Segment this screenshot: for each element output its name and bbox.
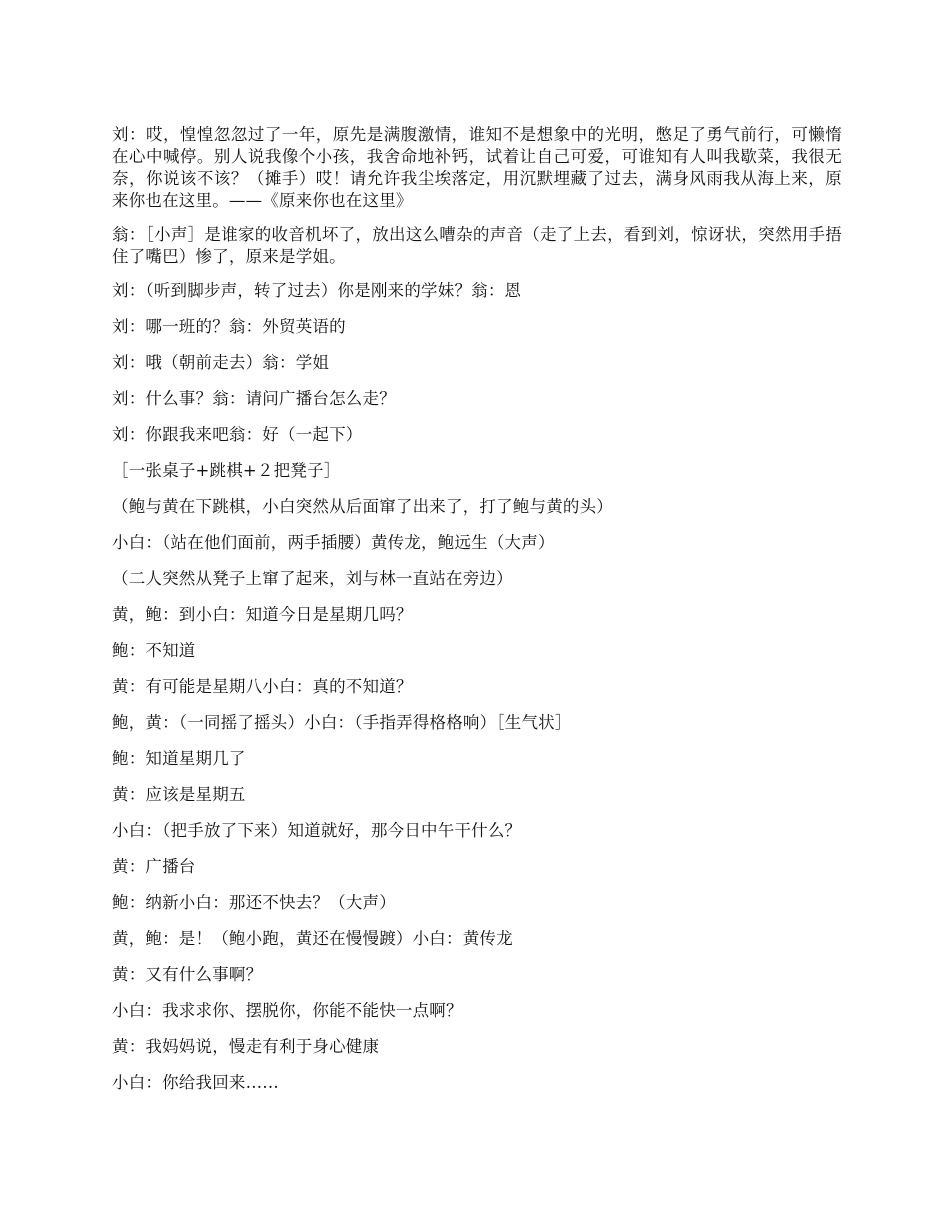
paragraph: 鲍：不知道 bbox=[112, 641, 196, 660]
paragraph: 鲍，黄：（一同摇了摇头）小白：（手指弄得格格响）［生气状］ bbox=[112, 713, 572, 732]
script-text bbox=[112, 124, 842, 1108]
paragraph: 刘：哪一班的？翁：外贸英语的 bbox=[112, 317, 346, 336]
paragraph: 鲍：知道星期几了 bbox=[112, 749, 246, 768]
paragraph: （二人突然从凳子上窜了起来，刘与林一直站在旁边） bbox=[112, 569, 513, 588]
paragraph: （鲍与黄在下跳棋，小白突然从后面窜了出来了，打了鲍与黄的头） bbox=[112, 497, 613, 516]
paragraph: 黄，鲍：是！（鲍小跑，黄还在慢慢踱）小白：黄传龙 bbox=[112, 929, 513, 948]
paragraph: 黄：广播台 bbox=[112, 857, 196, 876]
paragraph: 刘：什么事？翁：请问广播台怎么走？ bbox=[112, 389, 396, 408]
paragraph: 黄：又有什么事啊？ bbox=[112, 965, 263, 984]
paragraph: 刘：（听到脚步声，转了过去）你是刚来的学妹？翁：恩 bbox=[112, 281, 522, 300]
paragraph: 黄：应该是星期五 bbox=[112, 785, 246, 804]
paragraph: 小白：（把手放了下来）知道就好，那今日中午干什么？ bbox=[112, 821, 522, 840]
paragraph: 黄：有可能是星期八小白：真的不知道？ bbox=[112, 677, 413, 696]
paragraph: ［一张桌子+跳棋+２把凳子］ bbox=[112, 461, 341, 480]
paragraph: 黄，鲍：到小白：知道今日是星期几吗？ bbox=[112, 605, 413, 624]
paragraph: 小白：（站在他们面前，两手插腰）黄传龙，鲍远生（大声） bbox=[112, 533, 555, 552]
paragraph: 小白：你给我回来…… bbox=[112, 1073, 279, 1092]
paragraph: 小白：我求求你、摆脱你，你能不能快一点啊？ bbox=[112, 1001, 463, 1020]
paragraph: 刘：哦（朝前走去）翁：学姐 bbox=[112, 353, 330, 372]
paragraph: 刘：你跟我来吧翁：好（一起下） bbox=[112, 425, 363, 444]
paragraph: 黄：我妈妈说，慢走有利于身心健康 bbox=[112, 1037, 380, 1056]
paragraph: 刘：哎，惶惶忽忽过了一年，原先是满腹激情，谁知不是想象中的光明，憋足了勇气前行，可懒惰在心中喊停。别人说我像个小孩，我舍命地补钙，试着让自己可爱，可谁知有人叫我歇菜，我很无奈，你说该不该？（摊手）哎！请允许我尘埃落定，用沉默埋藏了过去，满身风雨我从海上来，原来你也在这里。——《原来你也在这里》 bbox=[112, 125, 842, 210]
paragraph: 翁：［小声］是谁家的收音机坏了，放出这么嘈杂的声音（走了上去，看到刘，惊讶状，突然用手捂住了嘴巴）惨了，原来是学姐。 bbox=[112, 225, 842, 266]
paragraph: 鲍：纳新小白：那还不快去？（大声） bbox=[112, 893, 396, 912]
